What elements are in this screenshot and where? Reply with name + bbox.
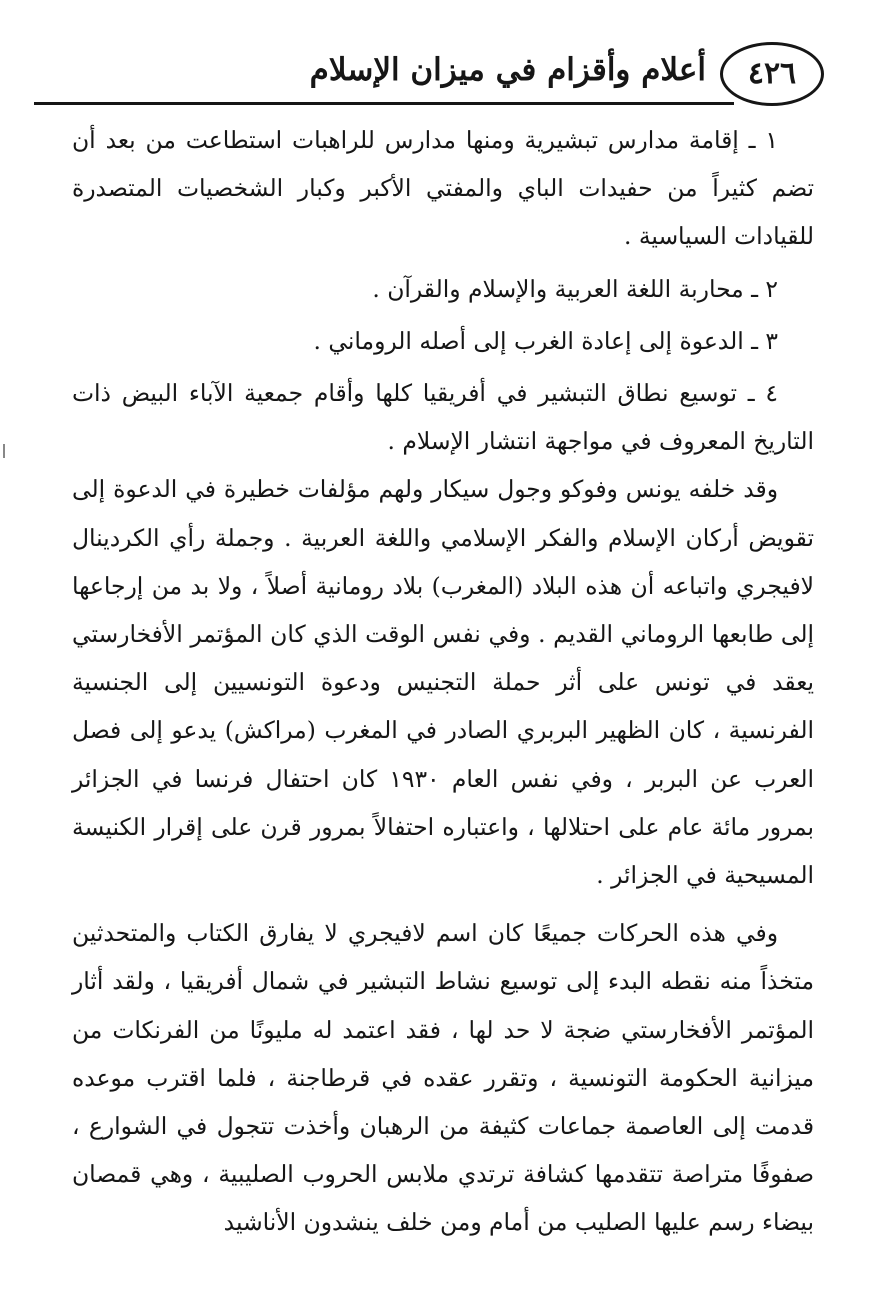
header-rule [34, 102, 734, 105]
scan-edge-mark [3, 444, 5, 458]
page-number: ٤٢٦ [720, 42, 824, 106]
list-item-3: ٣ ـ الدعوة إلى إعادة الغرب إلى أصله الروماني . [313, 326, 778, 355]
running-title: أعلام وأقزام في ميزان الإسلام [309, 52, 706, 88]
list-item-2: ٢ ـ محاربة اللغة العربية والإسلام والقرآن . [372, 274, 778, 303]
page-body [72, 116, 814, 1247]
body-paragraph: وفي هذه الحركات جميعًا كان اسم لافيجري لا يفارق الكتاب والمتحدثين متخذاً منه نقطه البدء إلى توسيع نشاط التبشير في شمال أفريقيا ، ولقد أثار المؤتمر الأفخارستي ضجة لا حد لها ، فقد اعتمد له مليونًا من الفرنكات من ميزانية الحكومة التونسية ، وتقرر عقده في قرطاجنة ، فلما اقترب موعده قدمت إلى العاصمة جماعات كثيفة من الرهبان وأخذت تتجول في الشوارع ، صفوفًا متراصة تتقدمها كشافة ترتدي ملابس الحروب الصليبية ، وهي قمصان بيضاء رسم عليها الصليب من أمام ومن خلف ينشدون الأناشيد [72, 919, 814, 1237]
list-item-1: ١ ـ إقامة مدارس تبشيرية ومنها مدارس للراهبات استطاعت من بعد أن تضم كثيراً من حفيدات الباي والمفتي الأكبر وكبار الشخصيات المتصدرة للقيادات السياسية . [72, 126, 814, 251]
list-item-4: ٤ ـ توسيع نطاق التبشير في أفريقيا كلها وأقام جمعية الآباء البيض ذات التاريخ المعروف في مواجهة انتشار الإسلام . [72, 379, 814, 456]
page-header [34, 38, 824, 108]
body-paragraph: وقد خلفه يونس وفوكو وجول سيكار ولهم مؤلفات خطيرة في الدعوة إلى تقويض أركان الإسلام والفكر الإسلامي واللغة العربية . وجملة رأي الكردينال لافيجري واتباعه أن هذه البلاد (المغرب) بلاد رومانية أصلاً ، ولا بد من إرجاعها إلى طابعها الروماني القديم . وفي نفس الوقت الذي كان المؤتمر الأفخارستي يعقد في تونس على أثر حملة التجنيس ودعوة التونسيين إلى الجنسية الفرنسية ، كان الظهير البربري الصادر في المغرب (مراكش) يدعو إلى فصل العرب عن البربر ، وفي نفس العام ١٩٣٠ كان احتفال فرنسا في الجزائر بمرور مائة عام على احتلالها ، واعتباره احتفالاً بمرور قرن على إقرار الكنيسة المسيحية في الجزائر . [72, 475, 815, 890]
